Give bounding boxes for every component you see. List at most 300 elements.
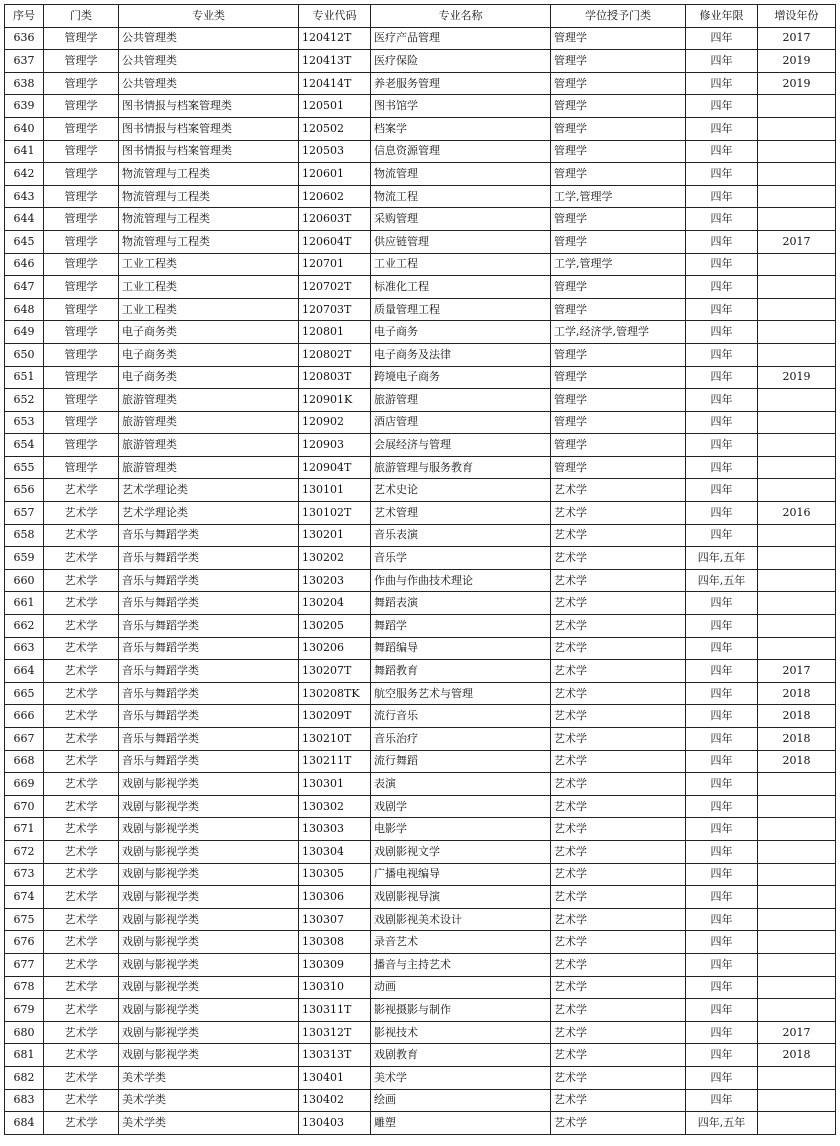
- cell-study-years: 四年: [686, 253, 758, 276]
- cell-index: 660: [5, 569, 44, 592]
- cell-major-code: 130203: [299, 569, 371, 592]
- cell-degree-category: 艺术学: [551, 976, 686, 999]
- table-body: [5, 27, 836, 1134]
- table-row: [5, 1044, 836, 1067]
- cell-major-class: 戏剧与影视学类: [119, 795, 299, 818]
- cell-year-added: [758, 637, 836, 660]
- cell-major-name: 物流管理: [371, 163, 551, 186]
- cell-year-added: [758, 886, 836, 909]
- cell-degree-category: 艺术学: [551, 592, 686, 615]
- cell-study-years: 四年: [686, 389, 758, 412]
- cell-major-class: 戏剧与影视学类: [119, 908, 299, 931]
- table-row: [5, 863, 836, 886]
- cell-major-code: 120901K: [299, 389, 371, 412]
- cell-major-code: 120903: [299, 434, 371, 457]
- cell-major-class: 音乐与舞蹈学类: [119, 592, 299, 615]
- cell-discipline: 艺术学: [44, 547, 119, 570]
- cell-degree-category: 工学,管理学: [551, 253, 686, 276]
- cell-major-code: 130101: [299, 479, 371, 502]
- cell-degree-category: 管理学: [551, 27, 686, 50]
- cell-study-years: 四年: [686, 999, 758, 1022]
- cell-index: 672: [5, 840, 44, 863]
- cell-major-name: 采购管理: [371, 208, 551, 231]
- cell-study-years: 四年,五年: [686, 569, 758, 592]
- cell-index: 643: [5, 185, 44, 208]
- cell-degree-category: 艺术学: [551, 728, 686, 751]
- cell-year-added: [758, 569, 836, 592]
- table-row: [5, 660, 836, 683]
- cell-major-name: 图书馆学: [371, 95, 551, 118]
- cell-discipline: 艺术学: [44, 976, 119, 999]
- cell-index: 661: [5, 592, 44, 615]
- cell-study-years: 四年: [686, 276, 758, 299]
- cell-index: 656: [5, 479, 44, 502]
- cell-degree-category: 艺术学: [551, 615, 686, 638]
- cell-major-code: 130201: [299, 524, 371, 547]
- cell-major-class: 电子商务类: [119, 366, 299, 389]
- header-discipline: 门类: [44, 5, 119, 28]
- cell-major-code: 130202: [299, 547, 371, 570]
- cell-major-name: 艺术史论: [371, 479, 551, 502]
- cell-degree-category: 艺术学: [551, 999, 686, 1022]
- cell-major-class: 旅游管理类: [119, 389, 299, 412]
- cell-degree-category: 艺术学: [551, 931, 686, 954]
- cell-discipline: 管理学: [44, 72, 119, 95]
- table-row: [5, 411, 836, 434]
- cell-major-code: 120801: [299, 321, 371, 344]
- cell-major-name: 舞蹈编导: [371, 637, 551, 660]
- table-row: [5, 479, 836, 502]
- cell-year-added: [758, 1112, 836, 1135]
- cell-major-code: 120601: [299, 163, 371, 186]
- table-row: [5, 773, 836, 796]
- cell-major-code: 130210T: [299, 728, 371, 751]
- cell-discipline: 管理学: [44, 411, 119, 434]
- table-row: [5, 95, 836, 118]
- cell-year-added: [758, 185, 836, 208]
- cell-major-code: 130207T: [299, 660, 371, 683]
- cell-major-name: 录音艺术: [371, 931, 551, 954]
- table-row: [5, 434, 836, 457]
- cell-major-class: 美术学类: [119, 1112, 299, 1135]
- cell-major-code: 130204: [299, 592, 371, 615]
- cell-degree-category: 管理学: [551, 208, 686, 231]
- cell-discipline: 管理学: [44, 343, 119, 366]
- table-row: [5, 637, 836, 660]
- table-row: [5, 298, 836, 321]
- cell-major-code: 130211T: [299, 750, 371, 773]
- cell-index: 682: [5, 1066, 44, 1089]
- table-row: [5, 343, 836, 366]
- cell-year-added: 2018: [758, 705, 836, 728]
- cell-major-name: 音乐表演: [371, 524, 551, 547]
- cell-discipline: 管理学: [44, 163, 119, 186]
- cell-major-name: 戏剧学: [371, 795, 551, 818]
- cell-year-added: 2017: [758, 230, 836, 253]
- cell-discipline: 艺术学: [44, 592, 119, 615]
- cell-study-years: 四年: [686, 931, 758, 954]
- cell-index: 654: [5, 434, 44, 457]
- cell-degree-category: 工学,管理学: [551, 185, 686, 208]
- cell-major-code: 130313T: [299, 1044, 371, 1067]
- cell-index: 662: [5, 615, 44, 638]
- cell-discipline: 艺术学: [44, 569, 119, 592]
- cell-index: 648: [5, 298, 44, 321]
- cell-index: 668: [5, 750, 44, 773]
- cell-degree-category: 艺术学: [551, 886, 686, 909]
- cell-major-class: 物流管理与工程类: [119, 185, 299, 208]
- table-row: [5, 953, 836, 976]
- cell-degree-category: 管理学: [551, 95, 686, 118]
- cell-major-code: 120604T: [299, 230, 371, 253]
- cell-degree-category: 管理学: [551, 411, 686, 434]
- cell-discipline: 艺术学: [44, 908, 119, 931]
- cell-year-added: [758, 773, 836, 796]
- cell-major-name: 舞蹈表演: [371, 592, 551, 615]
- cell-major-class: 物流管理与工程类: [119, 208, 299, 231]
- table-row: [5, 750, 836, 773]
- table-row: [5, 615, 836, 638]
- cell-major-class: 公共管理类: [119, 27, 299, 50]
- cell-major-code: 120702T: [299, 276, 371, 299]
- cell-degree-category: 管理学: [551, 366, 686, 389]
- table-row: [5, 366, 836, 389]
- cell-degree-category: 艺术学: [551, 524, 686, 547]
- cell-discipline: 管理学: [44, 50, 119, 73]
- cell-major-name: 电子商务及法律: [371, 343, 551, 366]
- cell-major-name: 养老服务管理: [371, 72, 551, 95]
- table-row: [5, 795, 836, 818]
- cell-discipline: 管理学: [44, 208, 119, 231]
- cell-major-name: 表演: [371, 773, 551, 796]
- cell-year-added: [758, 117, 836, 140]
- cell-major-name: 影视摄影与制作: [371, 999, 551, 1022]
- cell-study-years: 四年: [686, 185, 758, 208]
- cell-major-code: 130301: [299, 773, 371, 796]
- cell-index: 664: [5, 660, 44, 683]
- cell-major-code: 120603T: [299, 208, 371, 231]
- major-catalog-sheet: [4, 4, 836, 1135]
- cell-discipline: 管理学: [44, 276, 119, 299]
- cell-year-added: 2018: [758, 1044, 836, 1067]
- cell-major-class: 图书情报与档案管理类: [119, 140, 299, 163]
- cell-degree-category: 管理学: [551, 50, 686, 73]
- cell-major-name: 电子商务: [371, 321, 551, 344]
- cell-year-added: [758, 908, 836, 931]
- cell-index: 680: [5, 1021, 44, 1044]
- cell-major-class: 音乐与舞蹈学类: [119, 569, 299, 592]
- cell-study-years: 四年: [686, 818, 758, 841]
- cell-degree-category: 管理学: [551, 276, 686, 299]
- cell-study-years: 四年: [686, 863, 758, 886]
- cell-degree-category: 管理学: [551, 163, 686, 186]
- cell-major-name: 戏剧教育: [371, 1044, 551, 1067]
- header-major-code: 专业代码: [299, 5, 371, 28]
- table-row: [5, 208, 836, 231]
- header-row: [5, 5, 836, 28]
- table-row: [5, 592, 836, 615]
- cell-year-added: [758, 298, 836, 321]
- cell-major-code: 120413T: [299, 50, 371, 73]
- cell-discipline: 管理学: [44, 434, 119, 457]
- cell-major-name: 音乐治疗: [371, 728, 551, 751]
- cell-index: 642: [5, 163, 44, 186]
- table-row: [5, 117, 836, 140]
- cell-year-added: 2019: [758, 72, 836, 95]
- cell-major-name: 雕塑: [371, 1112, 551, 1135]
- cell-degree-category: 管理学: [551, 343, 686, 366]
- cell-index: 653: [5, 411, 44, 434]
- cell-major-name: 医疗产品管理: [371, 27, 551, 50]
- cell-study-years: 四年: [686, 502, 758, 525]
- cell-major-code: 130304: [299, 840, 371, 863]
- cell-degree-category: 管理学: [551, 298, 686, 321]
- table-row: [5, 276, 836, 299]
- cell-study-years: 四年: [686, 750, 758, 773]
- cell-major-code: 130310: [299, 976, 371, 999]
- cell-major-class: 物流管理与工程类: [119, 230, 299, 253]
- cell-discipline: 艺术学: [44, 1021, 119, 1044]
- cell-index: 679: [5, 999, 44, 1022]
- cell-discipline: 管理学: [44, 253, 119, 276]
- cell-index: 655: [5, 456, 44, 479]
- cell-study-years: 四年: [686, 795, 758, 818]
- cell-degree-category: 艺术学: [551, 660, 686, 683]
- cell-index: 678: [5, 976, 44, 999]
- cell-study-years: 四年: [686, 321, 758, 344]
- cell-major-code: 130308: [299, 931, 371, 954]
- cell-major-code: 130309: [299, 953, 371, 976]
- cell-degree-category: 艺术学: [551, 502, 686, 525]
- cell-major-code: 130206: [299, 637, 371, 660]
- cell-study-years: 四年: [686, 1021, 758, 1044]
- header-major-class: 专业类: [119, 5, 299, 28]
- cell-major-name: 动画: [371, 976, 551, 999]
- cell-index: 677: [5, 953, 44, 976]
- cell-major-code: 130205: [299, 615, 371, 638]
- cell-major-name: 流行舞蹈: [371, 750, 551, 773]
- cell-major-name: 流行音乐: [371, 705, 551, 728]
- cell-major-class: 旅游管理类: [119, 434, 299, 457]
- cell-index: 652: [5, 389, 44, 412]
- cell-major-code: 130401: [299, 1066, 371, 1089]
- cell-degree-category: 艺术学: [551, 1089, 686, 1112]
- cell-index: 659: [5, 547, 44, 570]
- cell-discipline: 管理学: [44, 298, 119, 321]
- cell-discipline: 管理学: [44, 456, 119, 479]
- table-row: [5, 1066, 836, 1089]
- cell-degree-category: 管理学: [551, 72, 686, 95]
- cell-major-name: 舞蹈学: [371, 615, 551, 638]
- cell-discipline: 管理学: [44, 389, 119, 412]
- cell-year-added: 2019: [758, 366, 836, 389]
- cell-degree-category: 艺术学: [551, 773, 686, 796]
- cell-major-code: 130302: [299, 795, 371, 818]
- cell-year-added: [758, 163, 836, 186]
- cell-major-code: 120503: [299, 140, 371, 163]
- cell-major-class: 旅游管理类: [119, 411, 299, 434]
- cell-major-class: 公共管理类: [119, 72, 299, 95]
- cell-year-added: [758, 615, 836, 638]
- cell-year-added: [758, 479, 836, 502]
- cell-degree-category: 管理学: [551, 434, 686, 457]
- cell-index: 684: [5, 1112, 44, 1135]
- cell-degree-category: 艺术学: [551, 479, 686, 502]
- cell-degree-category: 艺术学: [551, 547, 686, 570]
- cell-study-years: 四年: [686, 456, 758, 479]
- cell-major-class: 戏剧与影视学类: [119, 976, 299, 999]
- cell-study-years: 四年: [686, 1044, 758, 1067]
- cell-major-name: 绘画: [371, 1089, 551, 1112]
- cell-study-years: 四年: [686, 140, 758, 163]
- cell-year-added: [758, 95, 836, 118]
- cell-degree-category: 艺术学: [551, 908, 686, 931]
- cell-major-code: 120703T: [299, 298, 371, 321]
- cell-major-class: 音乐与舞蹈学类: [119, 637, 299, 660]
- cell-study-years: 四年: [686, 1066, 758, 1089]
- cell-degree-category: 艺术学: [551, 1044, 686, 1067]
- cell-index: 663: [5, 637, 44, 660]
- cell-year-added: [758, 343, 836, 366]
- cell-major-name: 影视技术: [371, 1021, 551, 1044]
- cell-major-class: 美术学类: [119, 1066, 299, 1089]
- cell-major-name: 供应链管理: [371, 230, 551, 253]
- cell-major-class: 旅游管理类: [119, 456, 299, 479]
- cell-major-class: 艺术学理论类: [119, 502, 299, 525]
- cell-degree-category: 管理学: [551, 117, 686, 140]
- cell-major-class: 戏剧与影视学类: [119, 886, 299, 909]
- cell-study-years: 四年: [686, 660, 758, 683]
- cell-index: 671: [5, 818, 44, 841]
- cell-major-class: 音乐与舞蹈学类: [119, 547, 299, 570]
- table-row: [5, 976, 836, 999]
- cell-year-added: 2018: [758, 682, 836, 705]
- cell-major-class: 戏剧与影视学类: [119, 840, 299, 863]
- cell-discipline: 管理学: [44, 185, 119, 208]
- cell-major-class: 艺术学理论类: [119, 479, 299, 502]
- cell-study-years: 四年: [686, 592, 758, 615]
- cell-study-years: 四年: [686, 953, 758, 976]
- cell-degree-category: 工学,经济学,管理学: [551, 321, 686, 344]
- cell-index: 646: [5, 253, 44, 276]
- cell-study-years: 四年: [686, 298, 758, 321]
- cell-major-name: 旅游管理: [371, 389, 551, 412]
- cell-major-class: 戏剧与影视学类: [119, 1044, 299, 1067]
- table-row: [5, 524, 836, 547]
- cell-major-code: 120602: [299, 185, 371, 208]
- cell-major-name: 广播电视编导: [371, 863, 551, 886]
- cell-study-years: 四年: [686, 50, 758, 73]
- cell-study-years: 四年: [686, 524, 758, 547]
- cell-discipline: 艺术学: [44, 931, 119, 954]
- table-row: [5, 456, 836, 479]
- header-index: 序号: [5, 5, 44, 28]
- cell-major-class: 音乐与舞蹈学类: [119, 682, 299, 705]
- cell-index: 665: [5, 682, 44, 705]
- cell-study-years: 四年,五年: [686, 547, 758, 570]
- table-row: [5, 253, 836, 276]
- table-row: [5, 728, 836, 751]
- cell-major-name: 跨境电子商务: [371, 366, 551, 389]
- table-row: [5, 321, 836, 344]
- cell-year-added: [758, 140, 836, 163]
- cell-major-code: 130311T: [299, 999, 371, 1022]
- table-row: [5, 50, 836, 73]
- table-row: [5, 999, 836, 1022]
- table-row: [5, 140, 836, 163]
- table-row: [5, 682, 836, 705]
- header-major-name: 专业名称: [371, 5, 551, 28]
- table-row: [5, 931, 836, 954]
- cell-degree-category: 艺术学: [551, 818, 686, 841]
- cell-degree-category: 管理学: [551, 230, 686, 253]
- header-degree-category: 学位授予门类: [551, 5, 686, 28]
- cell-study-years: 四年: [686, 343, 758, 366]
- cell-major-code: 120501: [299, 95, 371, 118]
- table-row: [5, 389, 836, 412]
- cell-discipline: 艺术学: [44, 637, 119, 660]
- cell-study-years: 四年: [686, 886, 758, 909]
- cell-year-added: [758, 976, 836, 999]
- cell-year-added: [758, 863, 836, 886]
- cell-degree-category: 艺术学: [551, 637, 686, 660]
- cell-study-years: 四年: [686, 95, 758, 118]
- cell-major-class: 物流管理与工程类: [119, 163, 299, 186]
- cell-major-name: 作曲与作曲技术理论: [371, 569, 551, 592]
- cell-major-name: 医疗保险: [371, 50, 551, 73]
- cell-major-name: 工业工程: [371, 253, 551, 276]
- cell-major-name: 会展经济与管理: [371, 434, 551, 457]
- cell-major-class: 戏剧与影视学类: [119, 818, 299, 841]
- cell-study-years: 四年: [686, 705, 758, 728]
- cell-major-name: 戏剧影视导演: [371, 886, 551, 909]
- cell-major-class: 音乐与舞蹈学类: [119, 524, 299, 547]
- cell-index: 674: [5, 886, 44, 909]
- cell-degree-category: 艺术学: [551, 1021, 686, 1044]
- cell-study-years: 四年: [686, 479, 758, 502]
- cell-year-added: 2018: [758, 750, 836, 773]
- cell-index: 657: [5, 502, 44, 525]
- cell-year-added: [758, 524, 836, 547]
- cell-major-class: 音乐与舞蹈学类: [119, 615, 299, 638]
- cell-major-class: 公共管理类: [119, 50, 299, 73]
- cell-study-years: 四年: [686, 615, 758, 638]
- cell-major-class: 工业工程类: [119, 253, 299, 276]
- cell-major-name: 物流工程: [371, 185, 551, 208]
- cell-discipline: 艺术学: [44, 682, 119, 705]
- cell-study-years: 四年: [686, 163, 758, 186]
- cell-study-years: 四年: [686, 117, 758, 140]
- cell-index: 667: [5, 728, 44, 751]
- cell-study-years: 四年: [686, 208, 758, 231]
- cell-year-added: [758, 456, 836, 479]
- cell-discipline: 艺术学: [44, 524, 119, 547]
- cell-index: 644: [5, 208, 44, 231]
- cell-degree-category: 艺术学: [551, 1112, 686, 1135]
- cell-study-years: 四年: [686, 1089, 758, 1112]
- cell-major-name: 质量管理工程: [371, 298, 551, 321]
- cell-major-code: 120502: [299, 117, 371, 140]
- cell-major-name: 播音与主持艺术: [371, 953, 551, 976]
- table-row: [5, 230, 836, 253]
- major-catalog-table: [4, 4, 836, 1135]
- cell-major-code: 120904T: [299, 456, 371, 479]
- cell-index: 639: [5, 95, 44, 118]
- cell-year-added: [758, 253, 836, 276]
- cell-discipline: 艺术学: [44, 818, 119, 841]
- cell-index: 666: [5, 705, 44, 728]
- cell-study-years: 四年: [686, 27, 758, 50]
